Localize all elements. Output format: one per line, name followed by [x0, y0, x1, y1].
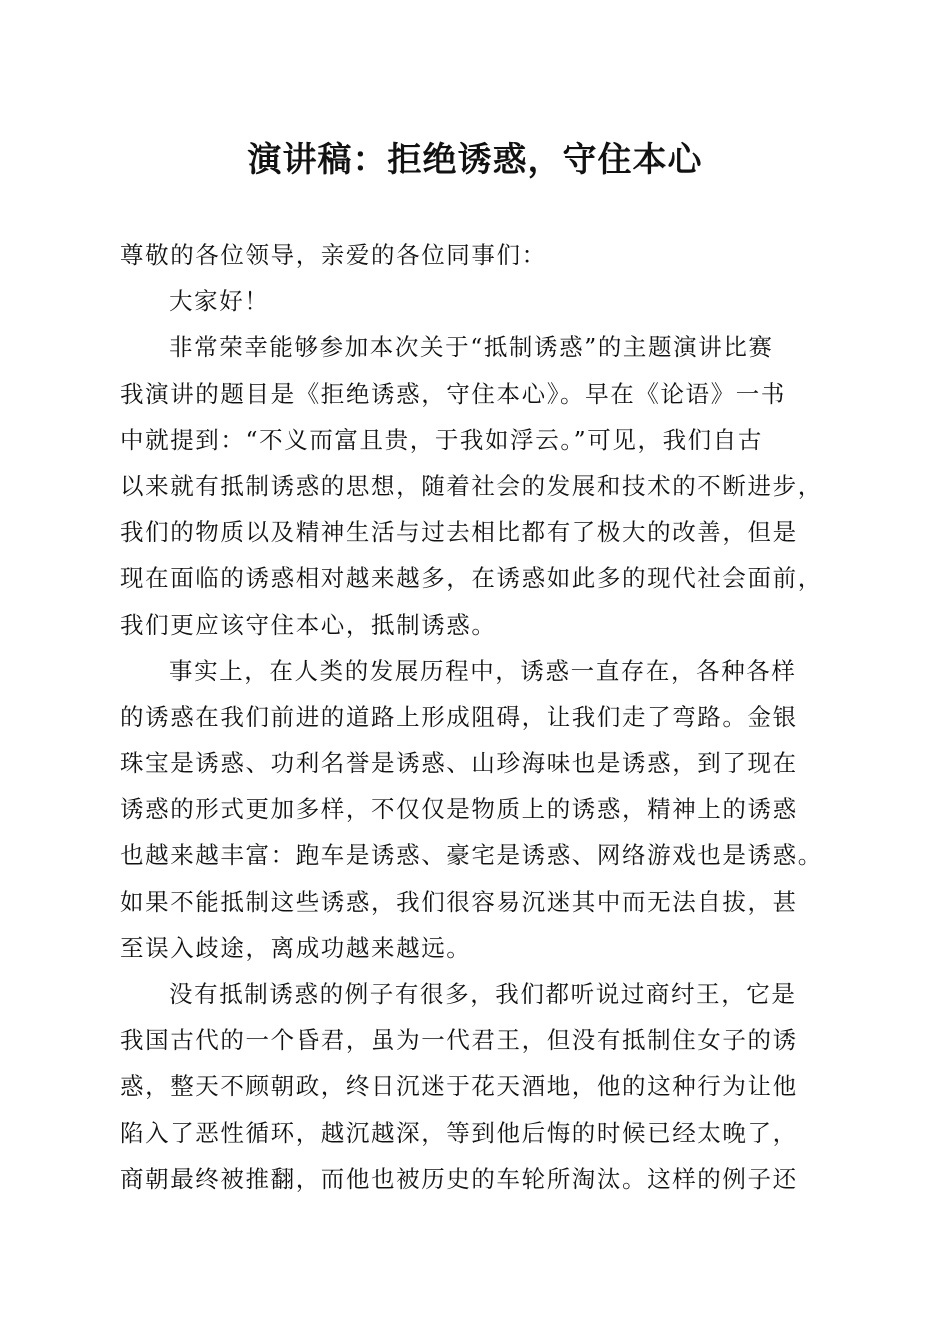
text-line: 如果不能抵制这些诱惑，我们很容易沉迷其中而无法自拔，甚 [120, 887, 798, 916]
text-line: 我们的物质以及精神生活与过去相比都有了极大的改善，但是 [120, 518, 798, 547]
text-line: 我演讲的题目是《拒绝诱惑，守住本心》。早在《论语》一书 [120, 379, 786, 408]
text-line: 惑，整天不顾朝政，终日沉迷于花天酒地，他的这种行为让他 [120, 1072, 798, 1101]
text-line: 珠宝是诱惑、功利名誉是诱惑、山珍海味也是诱惑，到了现在 [120, 749, 798, 778]
text-line: 以来就有抵制诱惑的思想，随着社会的发展和技术的不断进步， [120, 471, 823, 500]
text-line: 大家好！ [169, 287, 270, 316]
text-line: 诱惑的形式更加多样，不仅仅是物质上的诱惑，精神上的诱惑 [120, 795, 798, 824]
text-line: 陷入了恶性循环，越沉越深，等到他后悔的时候已经太晚了， [120, 1118, 798, 1147]
text-line: 至误入歧途，离成功越来越远。 [120, 933, 472, 962]
text-line: 商朝最终被推翻，而他也被历史的车轮所淘汰。这样的例子还 [120, 1164, 798, 1193]
text-line: 的诱惑在我们前进的道路上形成阻碍，让我们走了弯路。金银 [120, 702, 798, 731]
text-line: 尊敬的各位领导，亲爱的各位同事们： [120, 241, 547, 269]
text-line: 也越来越丰富：跑车是诱惑、豪宅是诱惑、网络游戏也是诱惑。 [120, 841, 823, 870]
text-line: 我们更应该守住本心，抵制诱惑。 [120, 610, 497, 639]
text-line: 我国古代的一个昏君，虽为一代君王，但没有抵制住女子的诱 [120, 1026, 798, 1055]
document-title: 演讲稿：拒绝诱惑，守住本心 [247, 140, 703, 180]
text-line: 现在面临的诱惑相对越来越多，在诱惑如此多的现代社会面前， [120, 564, 823, 593]
text-line: 中就提到：“不义而富且贵，于我如浮云。”可见，我们自古 [120, 425, 763, 454]
text-line: 没有抵制诱惑的例子有很多，我们都听说过商纣王，它是 [169, 980, 797, 1008]
text-line: 非常荣幸能够参加本次关于“抵制诱惑”的主题演讲比赛 [169, 333, 774, 362]
document-body [120, 232, 840, 1202]
text-line: 事实上，在人类的发展历程中，诱惑一直存在，各种各样 [169, 656, 797, 685]
